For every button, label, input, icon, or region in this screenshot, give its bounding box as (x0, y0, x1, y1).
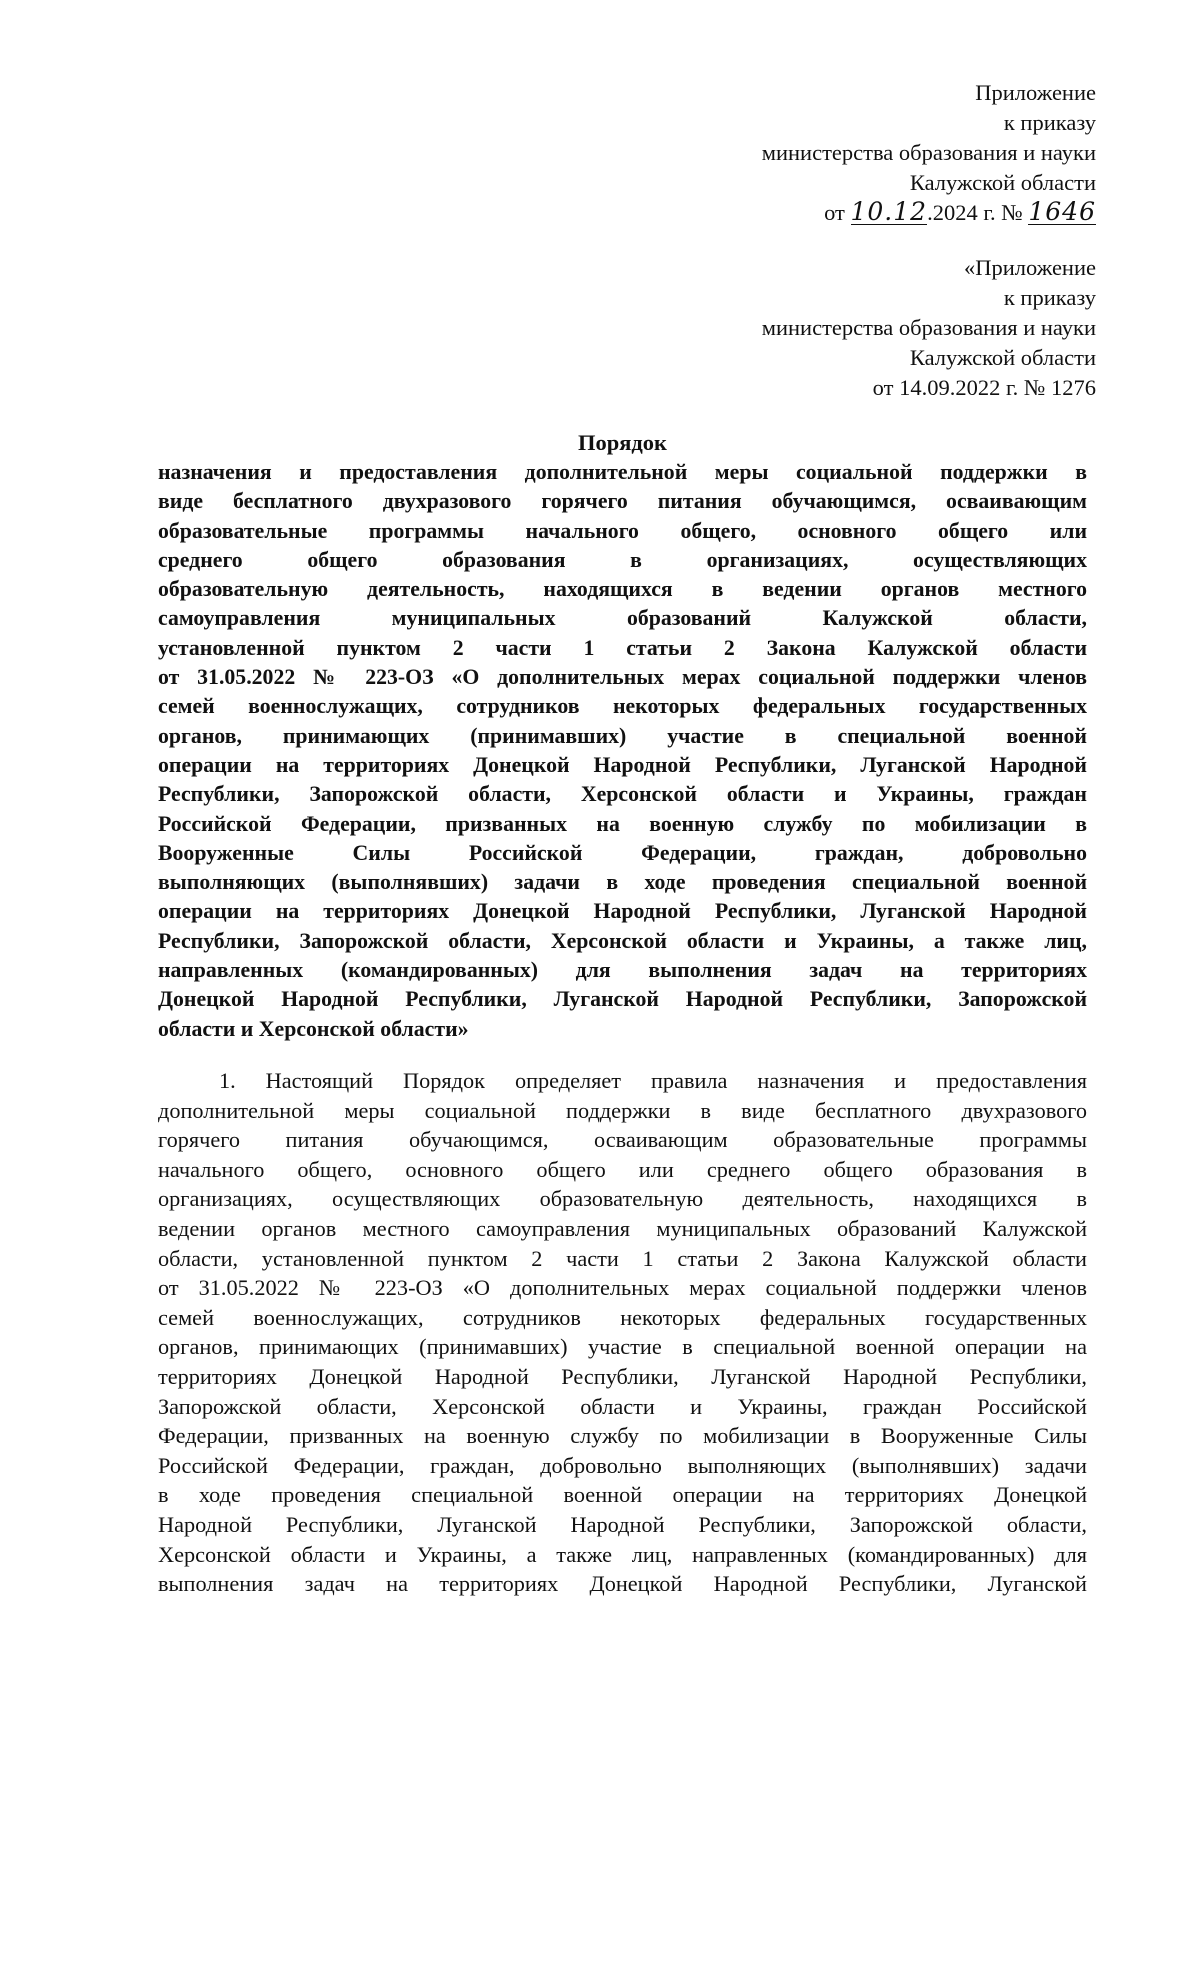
paragraph-line: Федерации, призванных на военную службу по мобилизации в Вооруженные Силы (158, 1423, 1087, 1449)
subtitle-line: выполняющих (выполнявших) задачи в ходе проведения специальной военной (158, 870, 1087, 895)
approval-block-previous (762, 253, 1096, 403)
subtitle-line: назначения и предоставления дополнительной меры социальной поддержки в (158, 460, 1087, 484)
subtitle-line: образовательные программы начального общего, основного общего или (158, 518, 1087, 543)
paragraph-line: дополнительной меры социальной поддержки в виде бесплатного двухразового (158, 1097, 1087, 1123)
approval-line: Приложение (975, 80, 1096, 105)
approval-line: от 14.09.2022 г. № 1276 (872, 375, 1096, 400)
date-year: .2024 г. № (927, 200, 1023, 225)
approval-line: министерства образования и науки (761, 140, 1096, 165)
date-prefix: от (824, 200, 845, 225)
document-subtitle (158, 458, 1087, 1044)
subtitle-line: образовательную деятельность, находящихся в ведении органов местного (158, 577, 1087, 602)
paragraph-line: территориях Донецкой Народной Республики, Луганской Народной Республики, (158, 1363, 1087, 1389)
paragraph-1 (158, 1066, 1087, 1599)
approval-line: к приказу (1003, 110, 1096, 135)
paragraph-line: начального общего, основного общего или среднего общего образования в (158, 1156, 1087, 1182)
handwritten-date: 10.12 (850, 197, 928, 226)
subtitle-line: Республики, Запорожской области, Херсонской области и Украины, граждан (158, 782, 1087, 807)
subtitle-line: операции на территориях Донецкой Народной Республики, Луганской Народной (158, 899, 1087, 924)
subtitle-line: Донецкой Народной Республики, Луганской Народной Республики, Запорожской (158, 987, 1087, 1012)
paragraph-line: Народной Республики, Луганской Народной Республики, Запорожской области, (158, 1511, 1087, 1537)
subtitle-line: самоуправления муниципальных образований Калужской области, (158, 606, 1087, 631)
approval-line: Калужской области (909, 170, 1096, 195)
approval-date-line (762, 198, 1096, 228)
paragraph-line: горячего питания обучающимся, осваивающим образовательные программы (158, 1127, 1087, 1153)
subtitle-line: от 31.05.2022 № 223-ОЗ «О дополнительных мерах социальной поддержки членов (158, 665, 1087, 690)
paragraph-line: органов, принимающих (принимавших) участие в специальной военной операции на (158, 1334, 1087, 1360)
subtitle-line: среднего общего образования в организациях, осуществляющих (158, 547, 1087, 572)
subtitle-line: области и Херсонской области» (158, 1016, 469, 1041)
subtitle-line: операции на территориях Донецкой Народной Республики, Луганской Народной (158, 752, 1087, 777)
paragraph-line: 1. Настоящий Порядок определяет правила назначения и предоставления (219, 1068, 1087, 1093)
subtitle-line: семей военнослужащих, сотрудников некоторых федеральных государственных (158, 694, 1087, 719)
paragraph-line: ведении органов местного самоуправления муниципальных образований Калужской (158, 1215, 1087, 1241)
subtitle-line: установленной пунктом 2 части 1 статьи 2 Закона Калужской области (158, 635, 1087, 660)
subtitle-line: Республики, Запорожской области, Херсонской области и Украины, а также лиц, (158, 928, 1087, 953)
subtitle-line: Вооруженные Силы Российской Федерации, граждан, добровольно (158, 840, 1087, 865)
approval-line: «Приложение (963, 255, 1096, 280)
subtitle-line: направленных (командированных) для выполнения задач на территориях (158, 958, 1087, 983)
paragraph-line: выполнения задач на территориях Донецкой Народной Республики, Луганской (158, 1571, 1087, 1597)
paragraph-line: Запорожской области, Херсонской области и Украины, граждан Российской (158, 1393, 1087, 1419)
paragraph-line: от 31.05.2022 № 223-ОЗ «О дополнительных мерах социальной поддержки членов (158, 1275, 1087, 1301)
handwritten-number: 1646 (1028, 197, 1096, 226)
document-heading: Порядок (577, 430, 668, 455)
approval-line: Калужской области (909, 345, 1096, 370)
approval-line: министерства образования и науки (761, 315, 1096, 340)
paragraph-line: в ходе проведения специальной военной операции на территориях Донецкой (158, 1482, 1087, 1508)
paragraph-line: семей военнослужащих, сотрудников некоторых федеральных государственных (158, 1304, 1087, 1330)
paragraph-line: области, установленной пунктом 2 части 1 статьи 2 Закона Калужской области (158, 1245, 1087, 1271)
paragraph-line: организациях, осуществляющих образовательную деятельность, находящихся в (158, 1186, 1087, 1212)
approval-block-current (762, 78, 1096, 228)
approval-line: к приказу (1003, 285, 1096, 310)
paragraph-line: Херсонской области и Украины, а также лиц, направленных (командированных) для (158, 1541, 1087, 1567)
subtitle-line: Российской Федерации, призванных на военную службу по мобилизации в (158, 811, 1087, 836)
paragraph-line: Российской Федерации, граждан, добровольно выполняющих (выполнявших) задачи (158, 1452, 1087, 1478)
subtitle-line: органов, принимающих (принимавших) участие в специальной военной (158, 723, 1087, 748)
subtitle-line: виде бесплатного двухразового горячего питания обучающимся, осваивающим (158, 489, 1087, 514)
